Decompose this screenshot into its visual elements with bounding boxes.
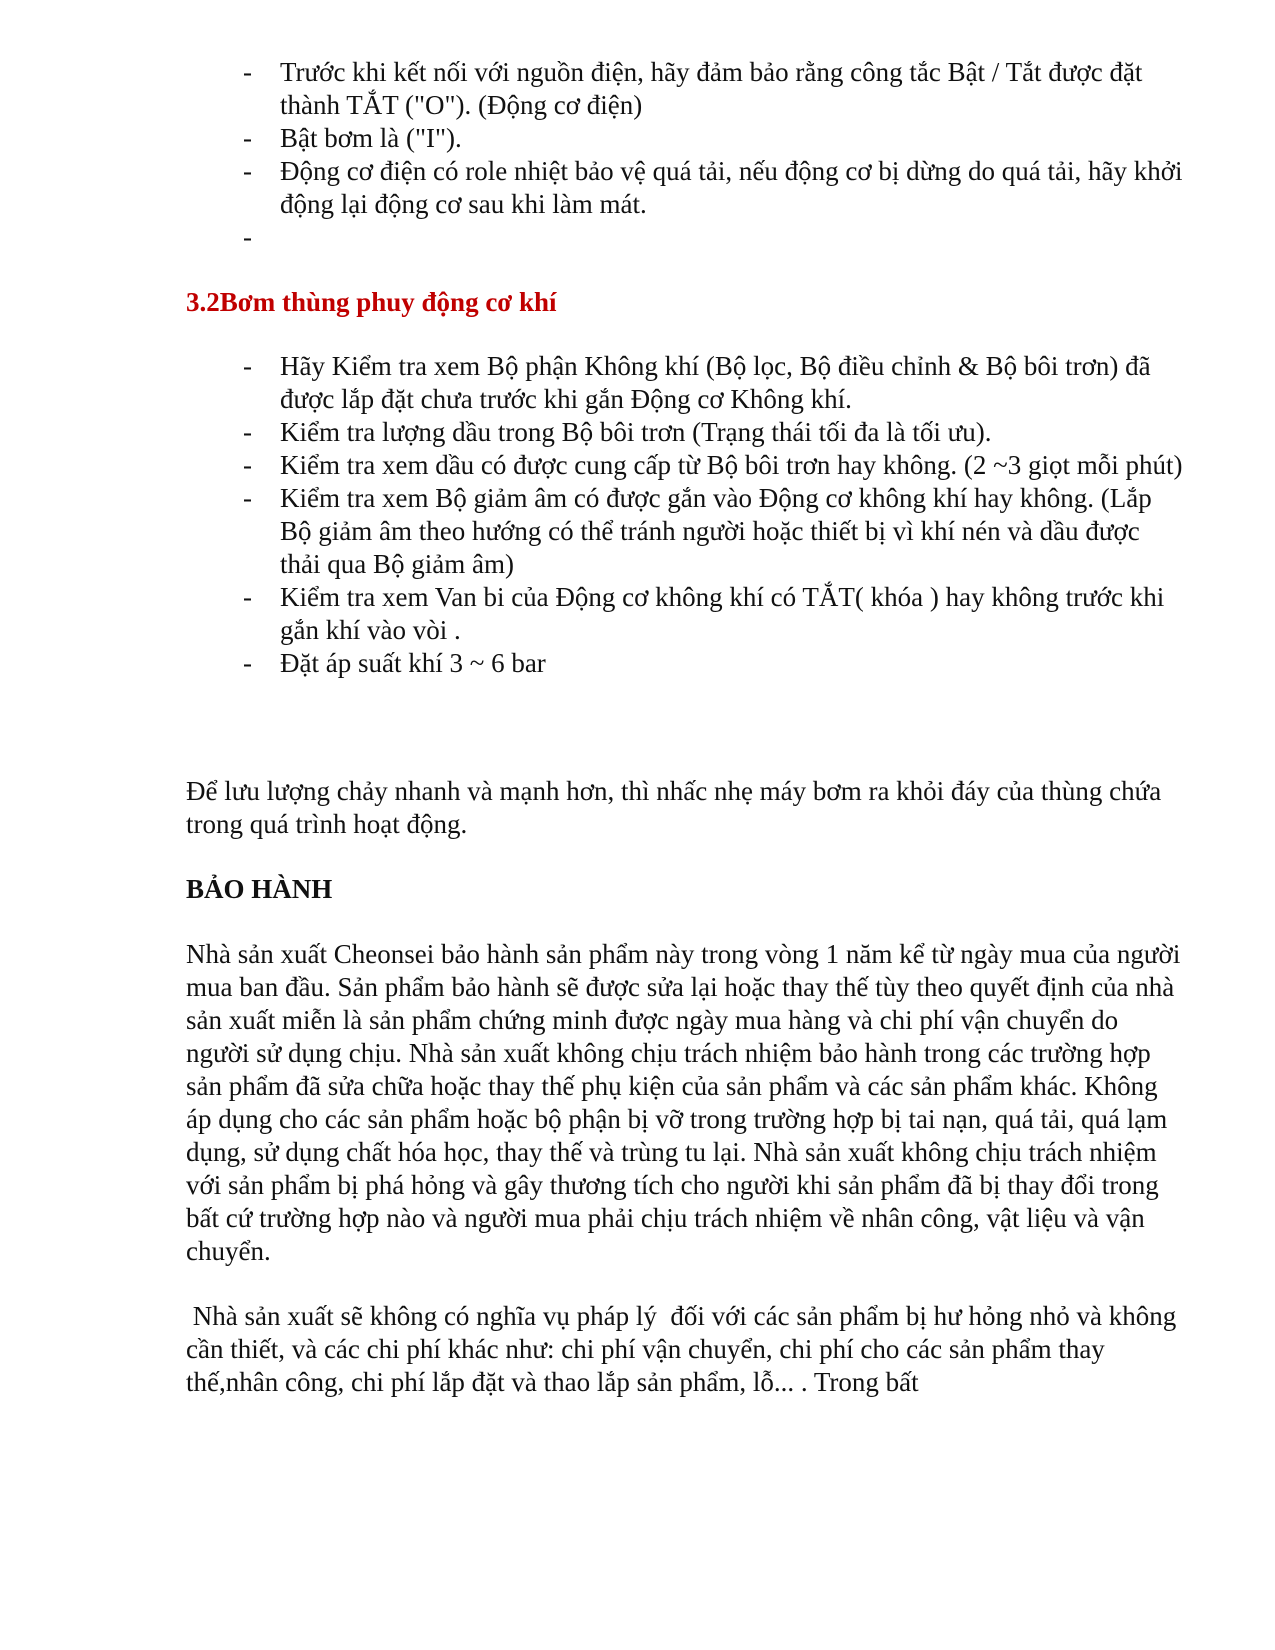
list-item [186,122,1186,155]
list-item [186,482,1186,581]
list-item-text: Kiểm tra xem dầu có được cung cấp từ Bộ bôi trơn hay không. (2 ~3 giọt mỗi phút) [280,450,1183,480]
list-item [186,416,1186,449]
list-dash: - [243,483,252,513]
list-dash: - [243,156,252,186]
list-dash: - [243,582,252,612]
list-item-text: Đặt áp suất khí 3 ~ 6 bar [280,648,546,678]
list-dash: - [243,417,252,447]
list-dash: - [243,123,252,153]
list-item [186,155,1186,221]
intro-list [186,56,1186,254]
list-item [186,449,1186,482]
flow-note-paragraph: Để lưu lượng chảy nhanh và mạnh hơn, thì nhấc nhẹ máy bơm ra khỏi đáy của thùng chứa trong quá trình hoạt động. [186,776,1162,839]
section-3-2-list [186,350,1186,680]
warranty-paragraph-1: Nhà sản xuất Cheonsei bảo hành sản phẩm này trong vòng 1 năm kể từ ngày mua của người mua ban đầu. Sản phẩm bảo hành sẽ được sửa lại hoặc thay thế tùy theo quyết định của nhà sản xuất miễn là sản phẩm chứng minh được ngày mua hàng và chi phí vận chuyển do người sử dụng chịu. Nhà sản xuất không chịu trách nhiệm bảo hành trong các trường hợp sản phẩm đã sửa chữa hoặc thay thế phụ kiện của sản phẩm và các sản phẩm khác. Không áp dụng cho các sản phẩm hoặc bộ phận bị vỡ trong trường hợp bị tai nạn, quá tải, quá lạm dụng, sử dụng chất hóa học, thay thế và trùng tu lại. Nhà sản xuất không chịu trách nhiệm với sản phẩm bị phá hỏng và gây thương tích cho người khi sản phẩm đã bị thay đổi trong bất cứ trường hợp nào và người mua phải chịu trách nhiệm về nhân công, vật liệu và vận chuyển. [186,939,1181,1266]
warranty-paragraph-2: Nhà sản xuất sẽ không có nghĩa vụ pháp lý đối với các sản phẩm bị hư hỏng nhỏ và không cần thiết, và các chi phí khác như: chi phí vận chuyển, chi phí cho các sản phẩm thay thế,nhân công, chi phí lắp đặt và thao lắp sản phẩm, lỗ... . Trong bất [186,1301,1183,1397]
list-item [186,581,1186,647]
list-item-text: Bật bơm là ("I"). [280,123,462,153]
list-dash: - [243,648,252,678]
section-heading-3-2: 3.2Bơm thùng phuy động cơ khí [186,287,557,317]
list-item-text: Động cơ điện có role nhiệt bảo vệ quá tải, nếu động cơ bị dừng do quá tải, hãy khởi động lại động cơ sau khi làm mát. [280,156,1183,219]
list-item-text: Hãy Kiểm tra xem Bộ phận Không khí (Bộ lọc, Bộ điều chỉnh & Bộ bôi trơn) đã được lắp đặt chưa trước khi gắn Động cơ Không khí. [280,351,1151,414]
list-item [186,647,1186,680]
page-content [186,56,1186,1399]
list-dash: - [243,351,252,381]
list-item-text: Trước khi kết nối với nguồn điện, hãy đảm bảo rằng công tắc Bật / Tắt được đặt thành TẮT ("O"). (Động cơ điện) [280,57,1143,120]
list-dash: - [243,450,252,480]
warranty-heading: BẢO HÀNH [186,874,333,904]
list-item [186,350,1186,416]
list-item-text: Kiểm tra lượng dầu trong Bộ bôi trơn (Trạng thái tối đa là tối ưu). [280,417,992,447]
list-item [186,56,1186,122]
list-dash: - [243,57,252,87]
list-dash: - [243,222,252,252]
list-item-text: Kiểm tra xem Bộ giảm âm có được gắn vào Động cơ không khí hay không. (Lắp Bộ giảm âm theo hướng có thể tránh người hoặc thiết bị vì khí nén và dầu được thải qua Bộ giảm âm) [280,483,1152,579]
list-item-text: Kiểm tra xem Van bi của Động cơ không khí có TẮT( khóa ) hay không trước khi gắn khí vào vòi . [280,582,1165,645]
list-item-empty [186,221,1186,254]
